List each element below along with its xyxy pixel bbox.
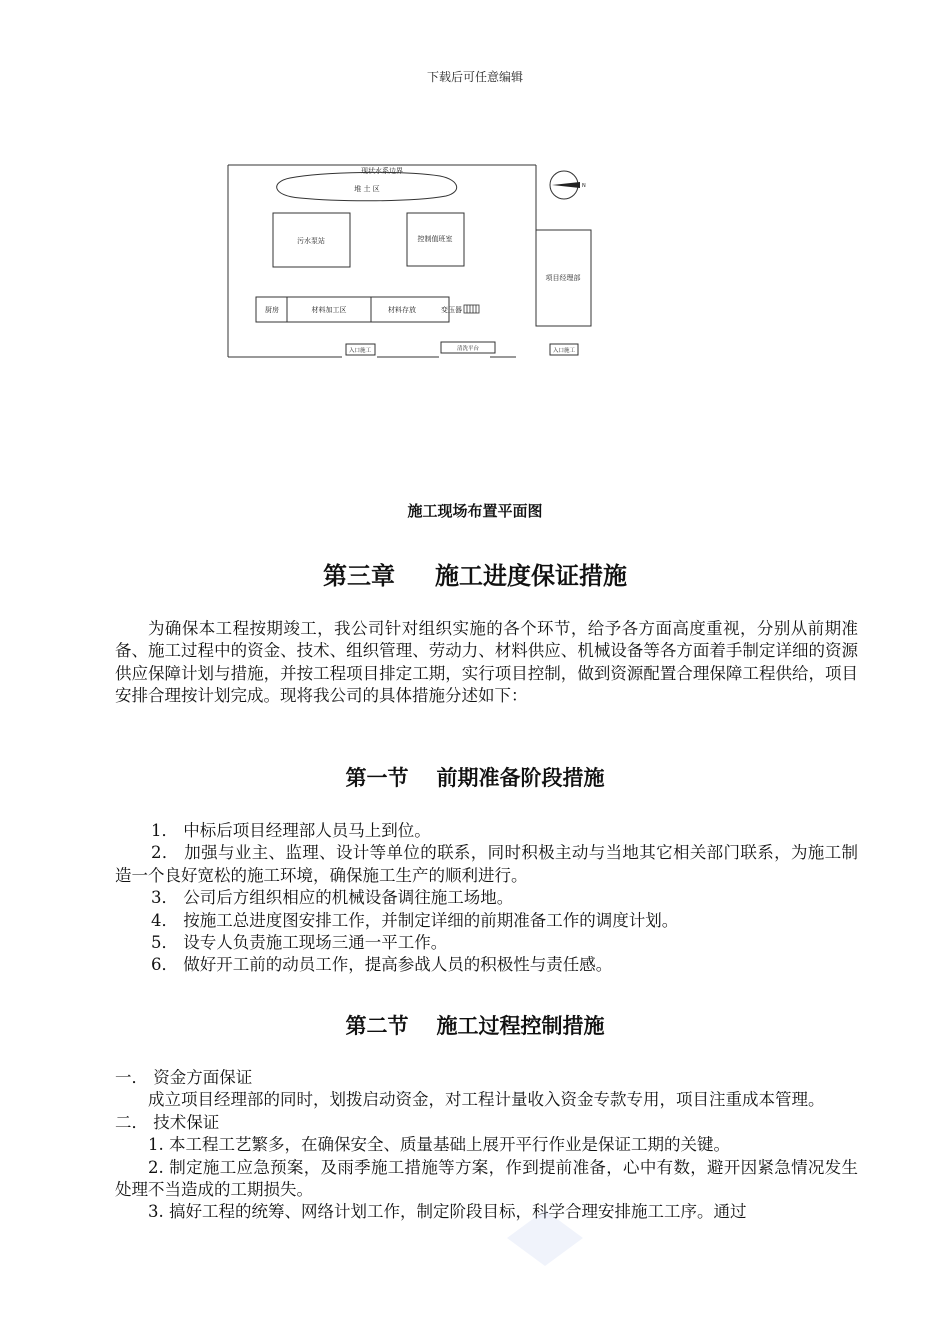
site-plan-diagram — [222, 162, 602, 368]
site-boundary — [228, 165, 536, 357]
chapter-number: 第三章 — [323, 562, 395, 590]
header-note: 下载后可任意编辑 — [426, 70, 523, 84]
list-item: 6． 做好开工前的动员工作，提高参战人员的积极性与责任感。 — [151, 955, 613, 975]
list-item: 1． 中标后项目经理部人员马上到位。 — [151, 821, 431, 840]
list-item: 2. 制定施工应急预案，及雨季施工措施等方案，作到提前准备，心中有数，避开因紧急情况发生处理不当造成的工期损失。 — [115, 1157, 858, 1200]
material-storage-label: 材料存放 — [388, 306, 416, 314]
transformer-label: 变压器 — [441, 306, 462, 314]
entrance-right-label: 入口施工 — [552, 348, 576, 354]
transformer-icon — [464, 305, 479, 313]
list-item: 4． 按施工总进度图安排工作，并制定详细的前期准备工作的调度计划。 — [151, 910, 679, 930]
sewage-pump-label: 污水泵站 — [297, 237, 325, 245]
north-mark: N — [582, 183, 586, 189]
section1-name: 前期准备阶段措施 — [436, 766, 605, 790]
pm-office-label: 项目经理部 — [545, 274, 581, 282]
material-processing-label: 材料加工区 — [311, 306, 347, 314]
section2-title — [0, 1010, 950, 1040]
tech-heading: 二． 技术保证 — [115, 1112, 220, 1132]
fill-area-label: 堆 土 区 — [354, 185, 380, 193]
section2-number: 第二节 — [345, 1014, 409, 1038]
list-item: 2． 加强与业主、监理、设计等单位的联系，同时积极主动与当地其它相关部门联系，为施工制造一个良好宽松的施工环境，确保施工生产的顺利进行。 — [115, 843, 858, 885]
section2-body — [115, 1067, 858, 1224]
section2-name: 施工过程控制措施 — [436, 1014, 605, 1038]
wash-platform-label: 清洗平台 — [456, 346, 480, 352]
funds-text: 成立项目经理部的同时，划拨启动资金，对工程计量收入资金专款专用，项目注重成本管理。 — [148, 1090, 825, 1110]
list-item: 5． 设专人负责施工现场三通一平工作。 — [151, 933, 448, 953]
north-compass — [550, 171, 586, 199]
kitchen-label: 厨房 — [265, 306, 279, 314]
control-room-label: 控制值班室 — [417, 235, 453, 243]
funds-heading: 一． 资金方面保证 — [115, 1068, 253, 1087]
chapter-name: 施工进度保证措施 — [435, 562, 627, 590]
water-boundary-label: 现状水系边界 — [361, 167, 403, 175]
entrance-left-label: 入口施工 — [348, 348, 372, 354]
section1-title — [0, 762, 950, 792]
figure-caption: 施工现场布置平面图 — [407, 502, 543, 520]
intro-paragraph: 为确保本工程按期竣工，我公司针对组织实施的各个环节，给予各方面高度重视，分别从前期准备、施工过程中的资金、技术、组织管理、劳动力、材料供应、机械设备等各方面着手制定详细的资源供应保障计划与措施，并按工程项目排定工期，实行项目控制，做到资源配置合理保障工程供给，项目安排合理按计划完成。现将我公司的具体措施分述如下： — [115, 619, 858, 706]
chapter-title — [0, 556, 950, 591]
bottom-row-box — [256, 297, 449, 322]
watermark-logo — [505, 1208, 585, 1268]
list-item: 3. 搞好工程的统筹、网络计划工作，制定阶段目标，科学合理安排施工工序。通过 — [148, 1202, 747, 1222]
section1-number: 第一节 — [345, 766, 409, 790]
list-item: 3． 公司后方组织相应的机械设备调往施工场地。 — [151, 888, 514, 908]
list-item: 1. 本工程工艺繁多，在确保安全、质量基础上展开平行作业是保证工期的关键。 — [148, 1135, 730, 1155]
section1-list — [115, 820, 858, 977]
